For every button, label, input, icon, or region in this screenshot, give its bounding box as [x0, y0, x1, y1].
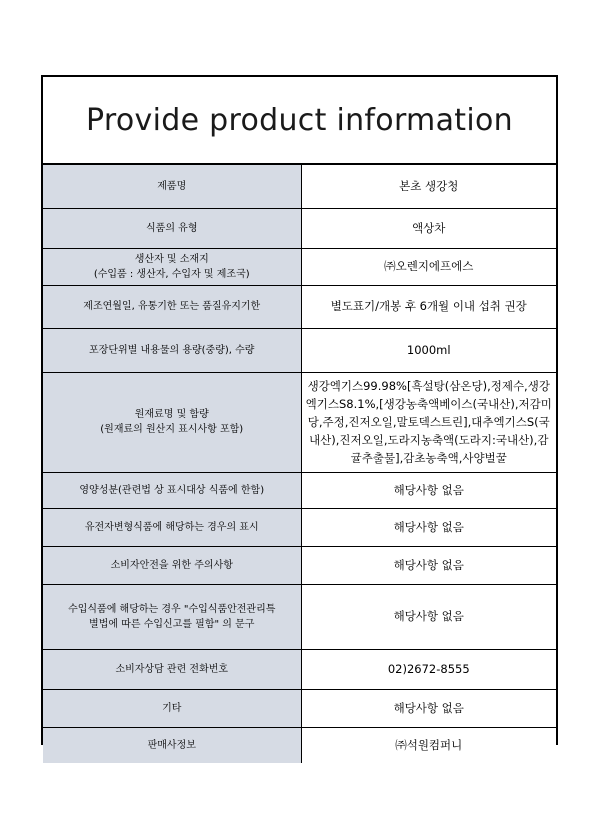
row-value: 해당사항 없음: [301, 508, 556, 546]
row-label-text: 소비자안전을 위한 주의사항: [110, 559, 233, 571]
row-label: [43, 208, 301, 248]
row-label-text: 유전자변형식품에 해당하는 경우의 표시: [84, 521, 259, 533]
row-value: 02)2672-8555: [301, 649, 556, 689]
row-value: 해당사항 없음: [301, 472, 556, 508]
row-value: ㈜오렌지에프에스: [301, 248, 556, 285]
row-label: [43, 546, 301, 584]
row-label: [43, 328, 301, 372]
row-label-text: 원재료명 및 함량: [134, 409, 209, 420]
table-row: [43, 372, 556, 472]
row-value: 1000ml: [301, 328, 556, 372]
row-value: 별도표기/개봉 후 6개월 이내 섭취 권장: [301, 285, 556, 328]
row-label-text: 소비자상담 관련 전화번호: [115, 663, 229, 675]
product-info-sheet: [41, 75, 558, 752]
row-label-text: (수입품 : 생산자, 수입자 및 제조국): [93, 268, 250, 280]
row-label: [43, 248, 301, 285]
row-value: 생강엑기스99.98%[흑설탕(삼온당),정제수,생강엑기스S8.1%,[생강농축액베이스(국내산),저감미당,주정,진저오일,말토덱스트린],대추엑기스S(국내산),진저오일,도라지농축액(도라지:국내산),감귤추출물],감초농축액,사양벌꿀: [301, 372, 556, 472]
row-value: ㈜석원컴퍼니: [301, 727, 556, 763]
row-value: 해당사항 없음: [301, 584, 556, 649]
table-row: [43, 508, 556, 546]
row-label: [43, 727, 301, 763]
row-label: [43, 649, 301, 689]
row-label-text: 수입식품에 해당하는 경우 "수입식품안전관리특: [68, 603, 276, 615]
row-label-text: (원재료의 원산지 표시사항 포함): [100, 424, 244, 435]
row-label: [43, 584, 301, 649]
row-label-text: 생산자 및 소재지: [134, 253, 209, 265]
table-row: [43, 689, 556, 727]
row-label-text: 별법에 따른 수입신고를 필함" 의 문구: [89, 618, 255, 630]
row-value: 본초 생강청: [301, 165, 556, 208]
table-row: [43, 584, 556, 649]
table-row: [43, 649, 556, 689]
table-row: [43, 165, 556, 208]
row-label-text: 제조연월일, 유통기한 또는 품질유지기한: [83, 301, 261, 312]
row-value: 액상차: [301, 208, 556, 248]
page-title: Provide product information: [43, 77, 556, 165]
row-value: 해당사항 없음: [301, 546, 556, 584]
row-label-text: 영양성분(관련법 상 표시대상 식품에 한함): [79, 484, 265, 496]
table-row: [43, 285, 556, 328]
row-label: [43, 508, 301, 546]
row-label: [43, 472, 301, 508]
row-value: 해당사항 없음: [301, 689, 556, 727]
table-row: [43, 208, 556, 248]
row-label-text: 제품명: [157, 180, 187, 192]
row-label-text: 식품의 유형: [146, 222, 198, 234]
table-row: [43, 472, 556, 508]
row-label-text: 판매사정보: [147, 739, 196, 751]
table-row: [43, 727, 556, 763]
table-row: [43, 546, 556, 584]
table-row: [43, 248, 556, 285]
row-label-text: 포장단위별 내용물의 용량(중량), 수량: [89, 344, 255, 356]
row-label: [43, 372, 301, 472]
product-info-table: [43, 165, 556, 763]
row-label: [43, 689, 301, 727]
table-row: [43, 328, 556, 372]
row-label: [43, 165, 301, 208]
row-label-text: 기타: [162, 702, 182, 714]
row-label: [43, 285, 301, 328]
